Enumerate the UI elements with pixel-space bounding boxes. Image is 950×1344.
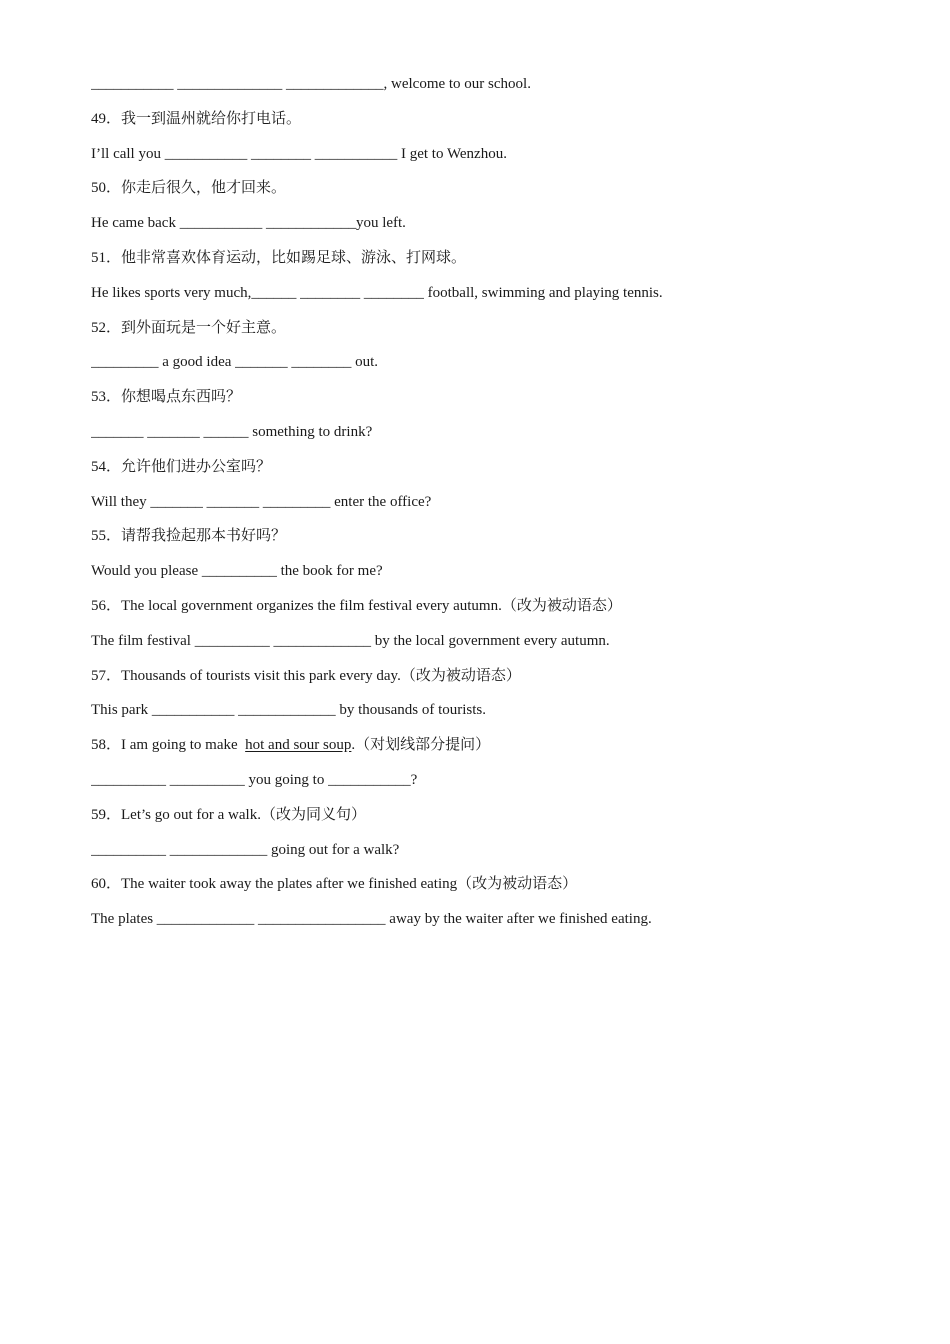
question-56: 56．The local government organizes the film festival every autumn.（改为被动语态） (91, 597, 622, 614)
question-53: 53．你想喝点东西吗？ (91, 389, 242, 406)
answer-line-53: _______ _______ ______ something to drink? (91, 423, 373, 440)
answer-line-49: I’ll call you ___________ ________ ___________ I get to Wenzhou. (91, 145, 507, 162)
question-60: 60．The waiter took away the plates after we finished eating（改为被动语态） (91, 876, 578, 893)
answer-line-55: Would you please __________ the book for me? (91, 563, 383, 580)
question-57: 57．Thousands of tourists visit this park every day.（改为被动语态） (91, 667, 521, 684)
answer-line-48: ___________ ______________ _____________, welcome to our school. (91, 76, 531, 92)
answer-line-56: The film festival __________ _____________ by the local government every autumn. (91, 632, 610, 649)
answer-line-52: _________ a good idea _______ ________ out. (91, 354, 379, 371)
question-51: 51．他非常喜欢体育运动，比如踢足球、游泳、打网球。 (91, 249, 467, 266)
question-58-underlined: hot and sour soup (245, 737, 352, 754)
answer-line-59: __________ _____________ going out for a walk? (91, 841, 400, 858)
question-55: 55．请帮我捡起那本书好吗？ (91, 528, 287, 545)
worksheet-page (91, 70, 891, 940)
question-58 (91, 731, 891, 766)
answer-line-58: __________ __________ you going to ___________? (91, 771, 418, 788)
answer-line-54: Will they _______ _______ _________ enter the office? (91, 493, 432, 510)
question-59: 59．Let’s go out for a walk.（改为同义句） (91, 806, 366, 823)
answer-line-51: He likes sports very much,______ ________ ________ football, swimming and playing tennis. (91, 284, 663, 301)
answer-line-57: This park ___________ _____________ by thousands of tourists. (91, 702, 486, 719)
question-54: 54．允许他们进办公室吗？ (91, 458, 272, 475)
answer-line-50: He came back ___________ ____________you left. (91, 215, 406, 232)
question-50: 50．你走后很久，他才回来。 (91, 180, 287, 197)
question-58-suffix: .（对划线部分提问） (351, 737, 491, 754)
question-49: 49．我一到温州就给你打电话。 (91, 110, 302, 127)
answer-line-60: The plates _____________ _________________ away by the waiter after we finished eating. (91, 911, 652, 928)
question-52: 52．到外面玩是一个好主意。 (91, 319, 287, 336)
question-58-prefix: 58．I am going to make (91, 737, 246, 754)
